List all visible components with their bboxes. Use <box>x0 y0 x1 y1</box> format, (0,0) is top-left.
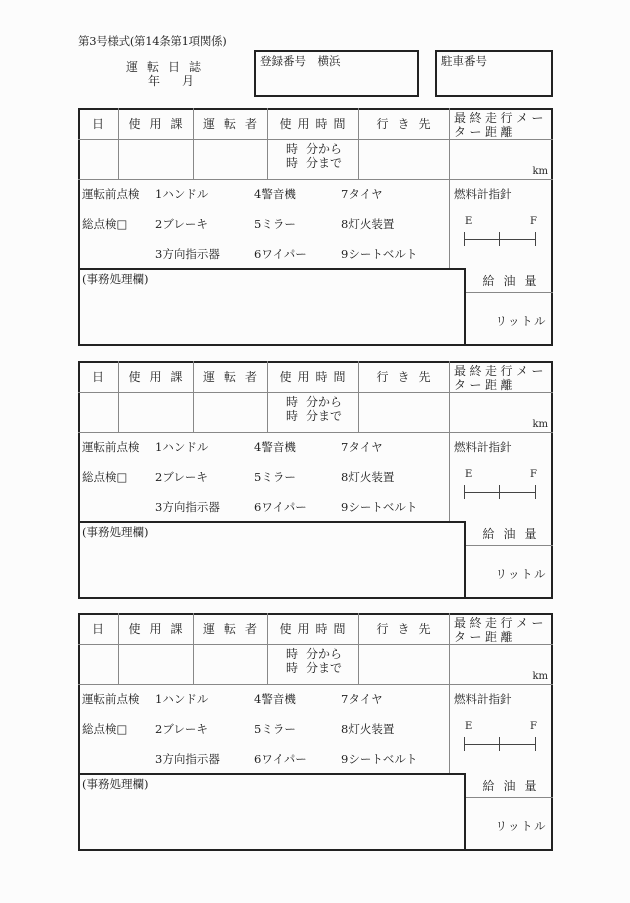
check-item: 6ワイパー <box>254 500 307 514</box>
inspection-label: 運転前点検 <box>82 187 140 201</box>
check-item: 8灯火装置 <box>341 470 395 484</box>
refuel-amount-header: 給油量 <box>482 778 546 793</box>
log-entry-block-3 <box>78 613 553 851</box>
check-item: 7タイヤ <box>341 692 383 706</box>
gauge-empty-label: E <box>465 469 473 480</box>
column-final-meter: 最終走行メー ター距離 <box>454 111 548 139</box>
registration-number-field[interactable] <box>254 50 419 97</box>
liter-unit: リットル <box>495 567 547 581</box>
refuel-amount-header: 給油量 <box>482 526 546 541</box>
check-item: 1ハンドル <box>155 187 209 201</box>
driver-input[interactable] <box>193 392 267 432</box>
log-entry-block-2 <box>78 361 553 599</box>
km-unit: km <box>532 419 548 430</box>
office-use-label: (事務処理欄) <box>82 272 149 286</box>
overall-check-checkbox[interactable]: 総点検□ <box>82 722 128 736</box>
inspection-label: 運転前点検 <box>82 692 140 706</box>
gauge-tick <box>464 485 465 499</box>
overall-check-checkbox[interactable]: 総点検□ <box>82 470 128 484</box>
column-department: 使用課 <box>128 370 192 384</box>
usage-time-input[interactable]: 時 分から 時 分まで <box>286 142 343 170</box>
check-item: 5ミラー <box>254 722 296 736</box>
gauge-tick <box>464 737 465 751</box>
check-item: 8灯火装置 <box>341 217 395 231</box>
date-line <box>148 72 194 89</box>
gauge-tick <box>464 232 465 246</box>
column-driver: 運転者 <box>202 117 266 131</box>
office-use-field[interactable] <box>78 521 466 599</box>
km-unit: km <box>532 166 548 177</box>
column-usage-time: 使用時間 <box>279 117 352 131</box>
gauge-full-label: F <box>530 469 537 480</box>
column-final-meter: 最終走行メー ター距離 <box>454 616 548 644</box>
refuel-amount-header: 給油量 <box>482 273 546 288</box>
day-input[interactable] <box>78 139 118 179</box>
check-item: 1ハンドル <box>155 440 209 454</box>
check-item: 7タイヤ <box>341 440 383 454</box>
year-label: 年 <box>148 74 161 88</box>
gauge-tick <box>535 232 536 246</box>
office-use-field[interactable] <box>78 268 466 346</box>
office-use-label: (事務処理欄) <box>82 525 149 539</box>
column-day: 日 <box>91 622 104 636</box>
destination-input[interactable] <box>358 392 449 432</box>
check-item: 2ブレーキ <box>155 470 208 484</box>
check-item: 7タイヤ <box>341 187 383 201</box>
column-day: 日 <box>91 370 104 384</box>
check-item: 4警音機 <box>254 692 296 706</box>
check-item: 6ワイパー <box>254 247 307 261</box>
parking-number-field[interactable] <box>435 50 553 97</box>
km-unit: km <box>532 671 548 682</box>
gauge-empty-label: E <box>465 721 473 732</box>
column-department: 使用課 <box>128 117 192 131</box>
destination-input[interactable] <box>358 139 449 179</box>
check-item: 3方向指示器 <box>155 752 220 766</box>
column-usage-time: 使用時間 <box>279 370 352 384</box>
column-department: 使用課 <box>128 622 192 636</box>
column-day: 日 <box>91 117 104 131</box>
parking-label: 駐車番号 <box>441 54 487 68</box>
office-use-field[interactable] <box>78 773 466 851</box>
column-final-meter: 最終走行メー ター距離 <box>454 364 548 392</box>
department-input[interactable] <box>118 139 193 179</box>
day-input[interactable] <box>78 644 118 684</box>
fuel-gauge-label: 燃料計指針 <box>454 187 512 201</box>
gauge-full-label: F <box>530 721 537 732</box>
check-item: 9シートベルト <box>341 247 418 261</box>
gauge-tick <box>535 737 536 751</box>
check-item: 5ミラー <box>254 217 296 231</box>
department-input[interactable] <box>118 644 193 684</box>
month-label: 月 <box>182 74 195 88</box>
check-item: 4警音機 <box>254 187 296 201</box>
gauge-empty-label: E <box>465 216 473 227</box>
column-usage-time: 使用時間 <box>279 622 352 636</box>
check-item: 9シートベルト <box>341 500 418 514</box>
gauge-tick <box>499 485 500 499</box>
fuel-gauge-label: 燃料計指針 <box>454 692 512 706</box>
driver-input[interactable] <box>193 139 267 179</box>
column-driver: 運転者 <box>202 622 266 636</box>
column-destination: 行き先 <box>376 622 440 636</box>
check-item: 1ハンドル <box>155 692 209 706</box>
fuel-gauge-label: 燃料計指針 <box>454 440 512 454</box>
office-use-label: (事務処理欄) <box>82 777 149 791</box>
column-destination: 行き先 <box>376 370 440 384</box>
check-item: 9シートベルト <box>341 752 418 766</box>
registration-label: 登録番号 横浜 <box>260 54 341 68</box>
liter-unit: リットル <box>495 819 547 833</box>
check-item: 4警音機 <box>254 440 296 454</box>
column-driver: 運転者 <box>202 370 266 384</box>
document-title: 運転日誌 <box>126 60 211 74</box>
gauge-tick <box>499 232 500 246</box>
department-input[interactable] <box>118 392 193 432</box>
check-item: 6ワイパー <box>254 752 307 766</box>
check-item: 2ブレーキ <box>155 722 208 736</box>
overall-check-checkbox[interactable]: 総点検□ <box>82 217 128 231</box>
log-entry-block-1 <box>78 108 553 346</box>
check-item: 2ブレーキ <box>155 217 208 231</box>
day-input[interactable] <box>78 392 118 432</box>
check-item: 8灯火装置 <box>341 722 395 736</box>
destination-input[interactable] <box>358 644 449 684</box>
gauge-tick <box>535 485 536 499</box>
liter-unit: リットル <box>495 314 547 328</box>
check-item: 5ミラー <box>254 470 296 484</box>
driver-input[interactable] <box>193 644 267 684</box>
check-item: 3方向指示器 <box>155 247 220 261</box>
check-item: 3方向指示器 <box>155 500 220 514</box>
usage-time-input[interactable]: 時 分から 時 分まで <box>286 647 343 675</box>
column-destination: 行き先 <box>376 117 440 131</box>
gauge-tick <box>499 737 500 751</box>
form-reference: 第3号様式(第14条第1項関係) <box>78 34 227 48</box>
gauge-full-label: F <box>530 216 537 227</box>
inspection-label: 運転前点検 <box>82 440 140 454</box>
usage-time-input[interactable]: 時 分から 時 分まで <box>286 395 343 423</box>
